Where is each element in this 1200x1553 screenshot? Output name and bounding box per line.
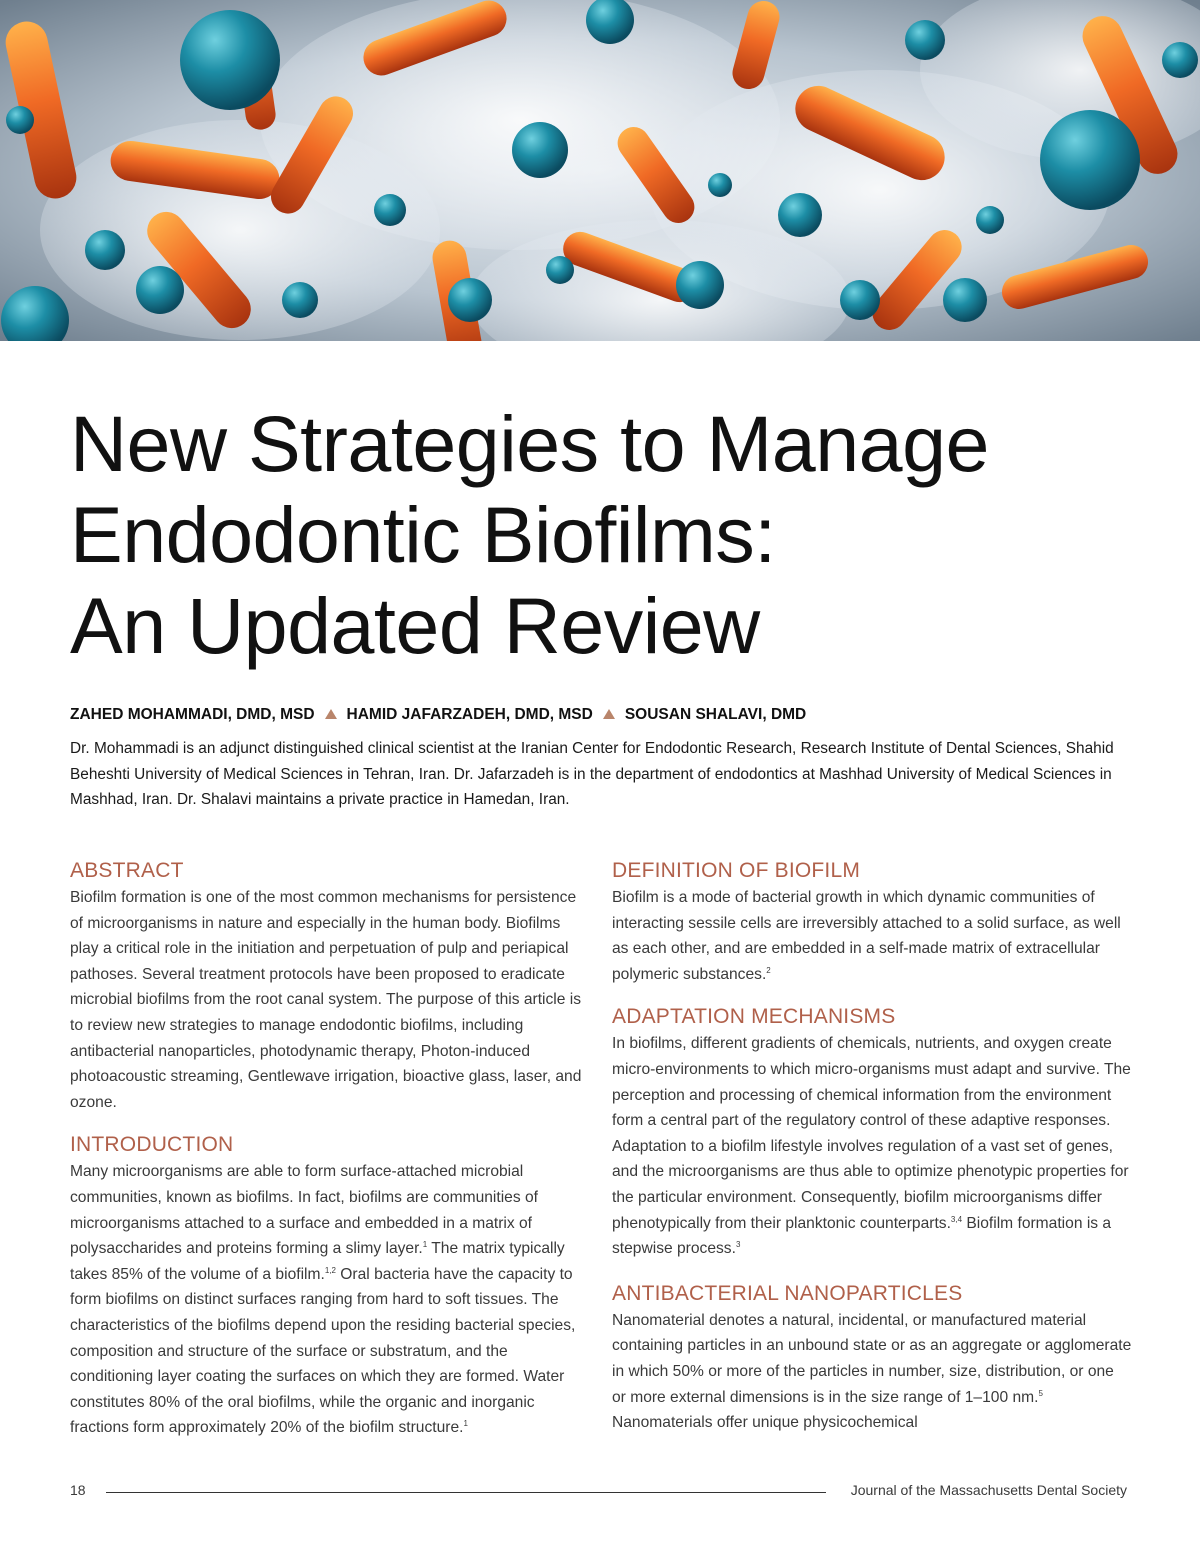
left-column: [70, 857, 590, 1441]
citation: 1,2: [324, 1265, 336, 1275]
nanoparticles-heading: ANTIBACTERIAL NANOPARTICLES: [612, 1281, 963, 1305]
citation: 3: [735, 1240, 741, 1250]
text-span: Oral bacteria have the capacity to form biofilms on distinct surfaces ranging from hard to soft tissues. The characteristics of the biofilms depend upon the residing bacterial species, composition and structure of the surface or substratum, and the conditioning layer coating the surfaces on which they are formed. Water constitutes 80% of the oral biofilms, while the organic and inorganic fractions form approximately 20% of the biofilm structure.: [70, 1265, 576, 1437]
abstract-heading: ABSTRACT: [70, 859, 184, 882]
page-footer: [70, 1480, 1130, 1504]
author-name: ZAHED MOHAMMADI, DMD, MSD: [70, 706, 315, 723]
page-number: 18: [70, 1482, 86, 1498]
definition-body: [612, 885, 1132, 987]
citation: 2: [766, 965, 771, 975]
citation: 1: [463, 1419, 468, 1429]
text-span: The matrix typically takes 85% of the volume of a biofilm.: [70, 1240, 565, 1283]
triangle-separator-icon: [603, 709, 615, 719]
author-name: HAMID JAFARZADEH, DMD, MSD: [346, 706, 593, 723]
text-span: Biofilm is a mode of bacterial growth in which dynamic communities of interacting sessile cells are irreversibly attached to a solid surface, as well as each other, and are embedded in a self-made matrix of extracellular polymeric substances.: [612, 889, 1121, 983]
triangle-separator-icon: [325, 709, 337, 719]
citation: 3,4: [950, 1214, 963, 1224]
author-list: [70, 704, 1130, 726]
bacteria-biofilm-image: [0, 0, 1200, 341]
article-title: [70, 398, 1130, 671]
title-line: Endodontic Biofilms:: [70, 490, 776, 579]
text-span: In biofilms, different gradients of chemicals, nutrients, and oxygen create micro-environments to which micro-organisms must adapt and survive. The perception and processing of chemical information from the environment form a central part of the regulatory control of these adaptive responses. Adaptation to a biofilm lifestyle involves regulation of a vast set of genes, and the microorganisms are thus able to optimize phenotypic properties for the particular environment. Consequently, biofilm microorganisms differ phenotypically from their planktonic counterparts.: [612, 1035, 1131, 1232]
text-span: Nanomaterials offer unique physicochemical: [612, 1414, 918, 1432]
author-name: SOUSAN SHALAVI, DMD: [624, 706, 807, 723]
definition-heading: DEFINITION OF BIOFILM: [612, 859, 861, 882]
text-span: Biofilm formation is a stepwise process.: [612, 1214, 1112, 1258]
citation: 1: [422, 1240, 428, 1250]
title-line: New Strategies to Manage: [70, 399, 989, 488]
text-span: Many microorganisms are able to form surface-attached microbial communities, known as biofilms. In fact, biofilms are communities of microorganisms attached to a surface and embedded in a matrix of polysaccharides and proteins forming a slimy layer.: [70, 1163, 538, 1258]
abstract-body: Biofilm formation is one of the most common mechanisms for persistence of microorganisms in nature and especially in the human body. Biofilms play a critical role in the initiation and perpetuation of pulp and periapical pathoses. Several treatment protocols have been proposed to eradicate microbial biofilms from the root canal system. The purpose of this article is to review new strategies to manage endodontic biofilms, including antibacterial nanoparticles, photodynamic therapy, Photon-induced photoacoustic streaming, Gentlewave irrigation, bioactive glass, laser, and ozone.: [70, 889, 582, 1111]
journal-name: Journal of the Massachusetts Dental Society: [850, 1482, 1127, 1498]
text-span: Nanomaterial denotes a natural, incidental, or manufactured material containing particles in an unbound state or as an aggregate or agglomerate in which 50% or more of the particles in number, size, distribution, or one or more external dimensions is in the size range of 1–100 nm.: [612, 1311, 1132, 1406]
title-line: An Updated Review: [70, 581, 760, 670]
citation: 5: [1038, 1388, 1043, 1398]
introduction-heading: INTRODUCTION: [70, 1133, 234, 1157]
author-affiliation: Dr. Mohammadi is an adjunct distinguished clinical scientist at the Iranian Center for Endodontic Research, Research Institute of Dental Sciences, Shahid Beheshti University of Medical Sciences in Tehran, Iran. Dr. Jafarzadeh is in the department of endodontics at Mashhad University of Medical Sciences in Mashhad, Iran. Dr. Shalavi maintains a private practice in Hamedan, Iran.: [70, 740, 1114, 809]
hero-bacteria-illustration: [0, 0, 1200, 341]
nanoparticles-body: [612, 1308, 1132, 1436]
introduction-body: [70, 1159, 590, 1441]
adaptation-body: [612, 1031, 1132, 1261]
footer-divider: [106, 1492, 826, 1493]
right-column: [612, 857, 1132, 1436]
adaptation-heading: ADAPTATION MECHANISMS: [612, 1005, 896, 1029]
